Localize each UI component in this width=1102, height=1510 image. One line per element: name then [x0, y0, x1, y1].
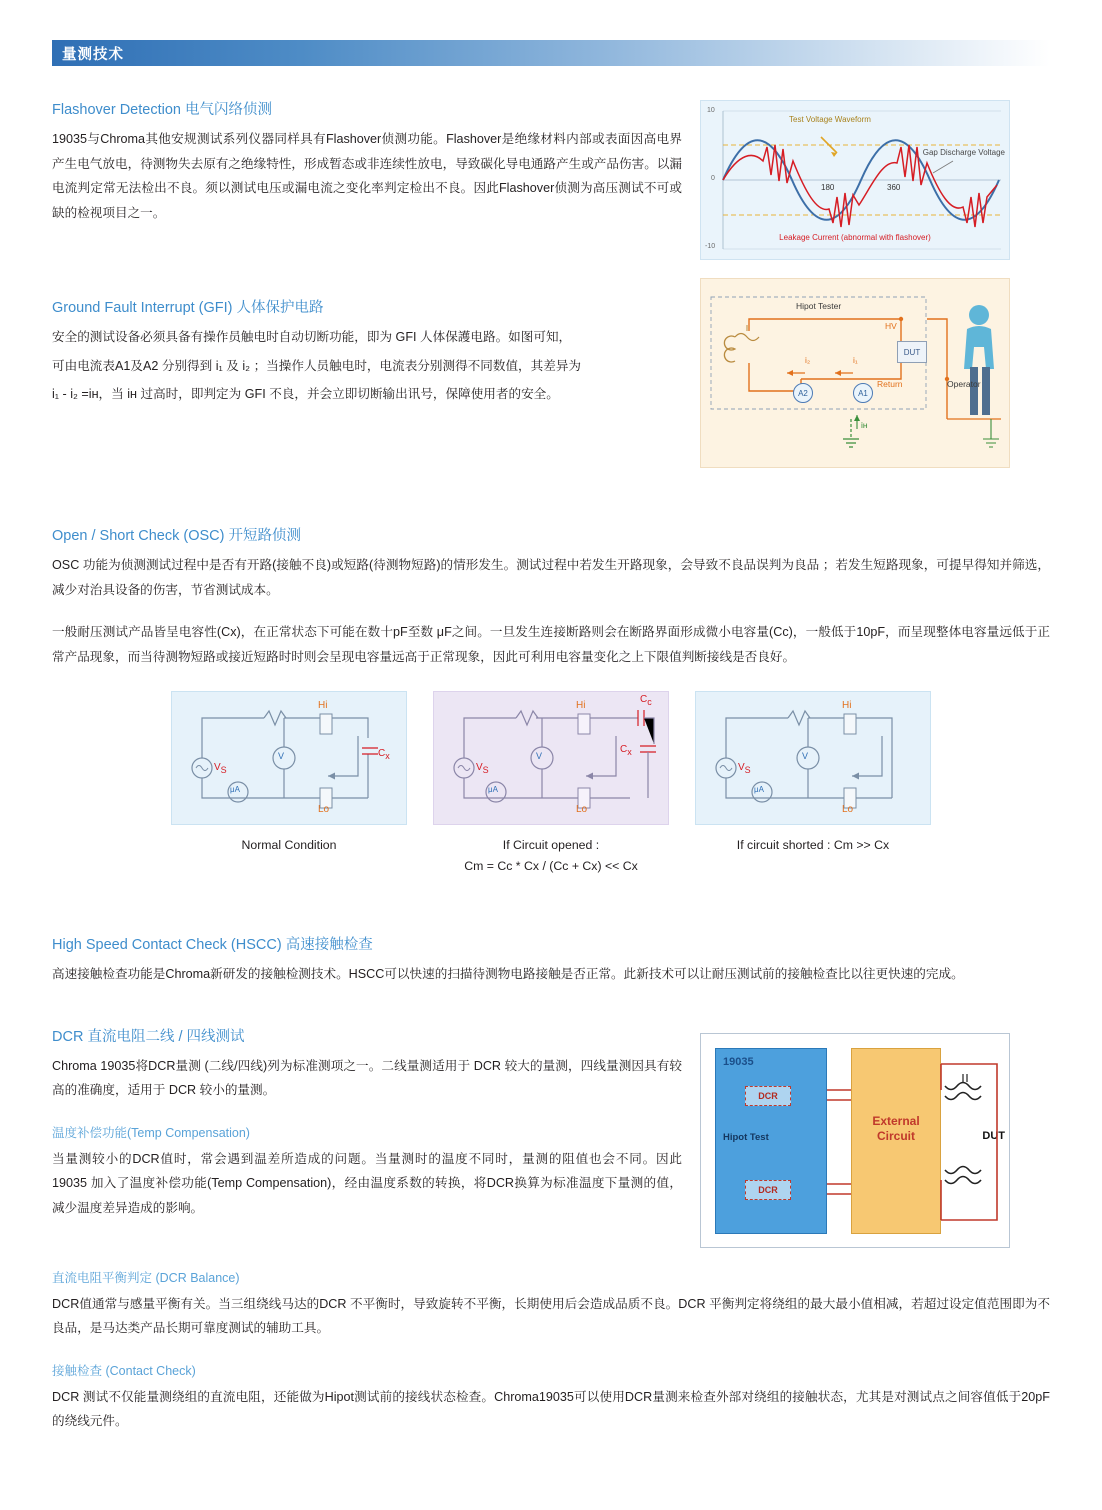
- dcr-hipot-label: Hipot Test: [723, 1131, 769, 1143]
- osc-normal-hi-label: Hi: [318, 700, 328, 712]
- page-content: [0, 76, 1102, 1434]
- gfi-i1-label: i₁: [853, 355, 858, 365]
- flashover-test-voltage-label: Test Voltage Waveform: [789, 115, 871, 124]
- osc-figure-row: [52, 691, 1050, 877]
- osc-normal-svg: [172, 692, 406, 824]
- osc-open-hi-label: Hi: [576, 700, 586, 712]
- section-flashover: [52, 76, 1050, 260]
- flashover-x-tick-180: 180: [821, 183, 835, 192]
- gfi-tester-label: Hipot Tester: [796, 301, 842, 311]
- page-title: 量测技术: [62, 46, 124, 63]
- osc-normal-circuit: [171, 691, 407, 825]
- section-hscc: [52, 933, 1050, 987]
- dcr-top-block: DCR: [745, 1086, 791, 1106]
- gfi-heading: Ground Fault Interrupt (GFI) 人体保护电路: [52, 300, 324, 316]
- osc-open-vs-label: $V_S$: [476, 762, 489, 776]
- flashover-y-bottom-label: -10: [705, 243, 716, 250]
- osc-open-cx-label: $C_x$: [620, 744, 632, 758]
- dcr-bottom-block: DCR: [745, 1180, 791, 1200]
- dcr-temp-heading: 温度补偿功能(Temp Compensation): [52, 1125, 250, 1140]
- osc-open-cc-label: $C_c$: [640, 694, 652, 708]
- osc-shorted-circuit: [695, 691, 931, 825]
- osc-normal-voltmeter-label: V: [278, 751, 285, 762]
- gfi-ammeter-a2: A2: [793, 383, 813, 403]
- gfi-return-label: Return: [877, 379, 903, 389]
- osc-paragraph-1: OSC 功能为侦测测试过程中是否有开路(接触不良)或短路(待测物短路)的情形发生。测试过程中若发生开路现象，会导致不良品误判为良品 ；若发生短路现象，可提早得知并筛选，减少对治具设备的伤害，节省测试成本。: [52, 558, 1050, 597]
- dcr-wiring-svg: [701, 1034, 1010, 1248]
- osc-open-voltmeter-label: V: [536, 751, 543, 762]
- osc-figure-shorted: [695, 691, 931, 877]
- gfi-dut-box: DUT: [897, 341, 927, 363]
- osc-normal-microammeter-label: μA: [230, 785, 240, 795]
- hscc-body: 高速接触检查功能是Chroma新研发的接触检测技术。HSCC可以快速的扫描待测物电路接触是否正常。此新技术可以让耐压测试前的接触检查比以往更快速的完成。: [52, 966, 964, 981]
- gfi-body-line-2: 可由电流表A1及A2 分别得到 i₁ 及 i₂ ；当操作人员触电时，电流表分别测得不同数值，其差异为: [52, 358, 582, 373]
- osc-open-caption: [433, 835, 669, 877]
- dcr-heading: DCR 直流电阻二线 / 四线测试: [52, 1028, 245, 1045]
- dcr-external-label-line2: Circuit: [876, 1129, 915, 1144]
- flashover-y-top-label: 10: [707, 107, 715, 114]
- dcr-external-label-line1: External: [872, 1113, 920, 1128]
- osc-open-caption-line2: Cm = Cc * Cx / (Cc + Cx) << Cx: [464, 859, 638, 874]
- osc-paragraph-2: 一般耐压测试产品皆呈电容性(Cx)，在正常状态下可能在数十pF至数 μF之间。一旦发生连接断路则会在断路界面形成微小电容量(Cc)，一般低于10pF，而呈现整体电容量远低于正常产品现象，而当待测物短路或接近短路时时则会呈现电容量远高于正常现象，因此可利用电容量变化之上下限值判断接线是否良好。: [52, 625, 1050, 664]
- gfi-hv-label: HV: [885, 321, 897, 331]
- flashover-x-tick-360: 360: [887, 183, 901, 192]
- document-page: [0, 40, 1102, 1510]
- gfi-circuit-diagram: [700, 278, 1010, 468]
- osc-open-svg: [434, 692, 668, 824]
- gfi-operator-label: Operator: [947, 379, 981, 389]
- gfi-ih-label: iʜ: [861, 420, 868, 430]
- flashover-waveform-chart: [700, 100, 1010, 260]
- osc-open-caption-line1: If Circuit opened :: [502, 838, 600, 853]
- flashover-y-mid-label: 0: [711, 175, 715, 182]
- gfi-i2-label: i₂: [805, 355, 811, 365]
- osc-shorted-caption: [695, 835, 931, 856]
- dcr-temp-body: 当量测较小的DCR值时，常会遇到温差所造成的问题。当量测时的温度不同时，量测的阻值也会不同。因此 19035 加入了温度补偿功能(Temp Compensation)，经由温度系数的转换，将DCR换算为标准温度下量测的值，减少温度差异造成的影响。: [52, 1151, 682, 1215]
- osc-shorted-svg: [696, 692, 930, 824]
- osc-open-lo-label: Lo: [576, 804, 588, 816]
- hscc-heading: High Speed Contact Check (HSCC) 高速接触检查: [52, 936, 373, 953]
- osc-open-circuit: [433, 691, 669, 825]
- flashover-figure-wrap: [700, 76, 1010, 260]
- gfi-ammeter-a1: A1: [853, 383, 873, 403]
- osc-figure-normal: [171, 691, 407, 877]
- section-osc: [52, 524, 1050, 877]
- gfi-body-line-3: i₁ - i₂ =iʜ，当 iʜ 过高时，即判定为 GFI 不良，并会立即切断输出讯号，保障使用者的安全。: [52, 387, 559, 402]
- gfi-figure-wrap: [700, 274, 1010, 468]
- dcr-figure-wrap: [700, 1003, 1010, 1248]
- section-dcr-balance: [52, 1268, 1050, 1341]
- section-dcr: [52, 1003, 1050, 1248]
- gfi-body-line-1: 安全的测试设备必须具备有操作员触电时自动切断功能，即为 GFI 人体保護电路。如图可知，: [52, 330, 572, 344]
- flashover-leakage-label: Leakage Current (abnormal with flashover): [779, 233, 931, 242]
- osc-normal-cx-label: $C_x$: [378, 748, 390, 762]
- osc-normal-caption-line1: Normal Condition: [241, 838, 337, 853]
- section-contact-check: [52, 1361, 1050, 1434]
- osc-shorted-hi-label: Hi: [842, 700, 852, 712]
- section-gfi: [52, 274, 1050, 468]
- osc-shorted-microammeter-label: μA: [754, 785, 764, 795]
- contact-check-heading: 接触检查 (Contact Check): [52, 1363, 196, 1378]
- dcr-body: Chroma 19035将DCR量测 (二线/四线)列为标准测项之一。二线量测适用于 DCR 较大的量测，四线量测因具有较高的准确度，适用于 DCR 较小的量测。: [52, 1058, 682, 1098]
- osc-shorted-lo-label: Lo: [842, 804, 854, 816]
- flashover-body: 19035与Chroma其他安规测试系列仪器同样具有Flashover侦测功能。Flashover是绝缘材料内部或表面因高电界产生电气放电，待测物失去原有之绝缘特性，形成暂态或非连续性放电，导致碳化导电通路产生或产品伤害。以漏电流判定常无法检出不良。须以测试电压或漏电流之变化率判定检出不良。因此Flashover侦测为高压测试不可或缺的检视项目之一。: [52, 132, 682, 220]
- page-header-bar: [52, 40, 1050, 66]
- osc-normal-lo-label: Lo: [318, 804, 330, 816]
- osc-normal-caption: [171, 835, 407, 856]
- osc-normal-vs-label: $V_S$: [214, 762, 227, 776]
- osc-shorted-caption-line1: If circuit shorted : Cm >> Cx: [736, 838, 890, 853]
- contact-check-body: DCR 测试不仅能量测绕组的直流电阻，还能做为Hipot测试前的接线状态检查。Chroma19035可以使用DCR量测来检查外部对绕组的接触状态，尤其是对测试点之间容值低于20pF 的绕线元件。: [52, 1389, 1050, 1429]
- flashover-heading: Flashover Detection 电气闪络侦测: [52, 102, 272, 118]
- osc-shorted-vs-label: $V_S$: [738, 762, 751, 776]
- flashover-gap-discharge-label: Gap Discharge Voltage: [922, 148, 1005, 157]
- dcr-model-label: 19035: [723, 1055, 754, 1068]
- dcr-balance-body: DCR值通常与感量平衡有关。当三组绕线马达的DCR 不平衡时，导致旋转不平衡，长期使用后会造成品质不良。DCR 平衡判定将绕组的最大最小值相减，若超过设定值范围即为不良品，是马达类产品长期可靠度测试的辅助工具。: [52, 1296, 1050, 1336]
- dcr-balance-heading: 直流电阻平衡判定 (DCR Balance): [52, 1270, 240, 1285]
- osc-heading: Open / Short Check (OSC) 开短路侦测: [52, 528, 301, 544]
- dcr-dut-label: DUT: [982, 1129, 1005, 1142]
- osc-open-microammeter-label: μA: [488, 785, 498, 795]
- gfi-diagram-svg: [701, 279, 1010, 468]
- osc-figure-open: [433, 691, 669, 877]
- dcr-connection-diagram: [700, 1033, 1010, 1248]
- osc-shorted-voltmeter-label: V: [802, 751, 809, 762]
